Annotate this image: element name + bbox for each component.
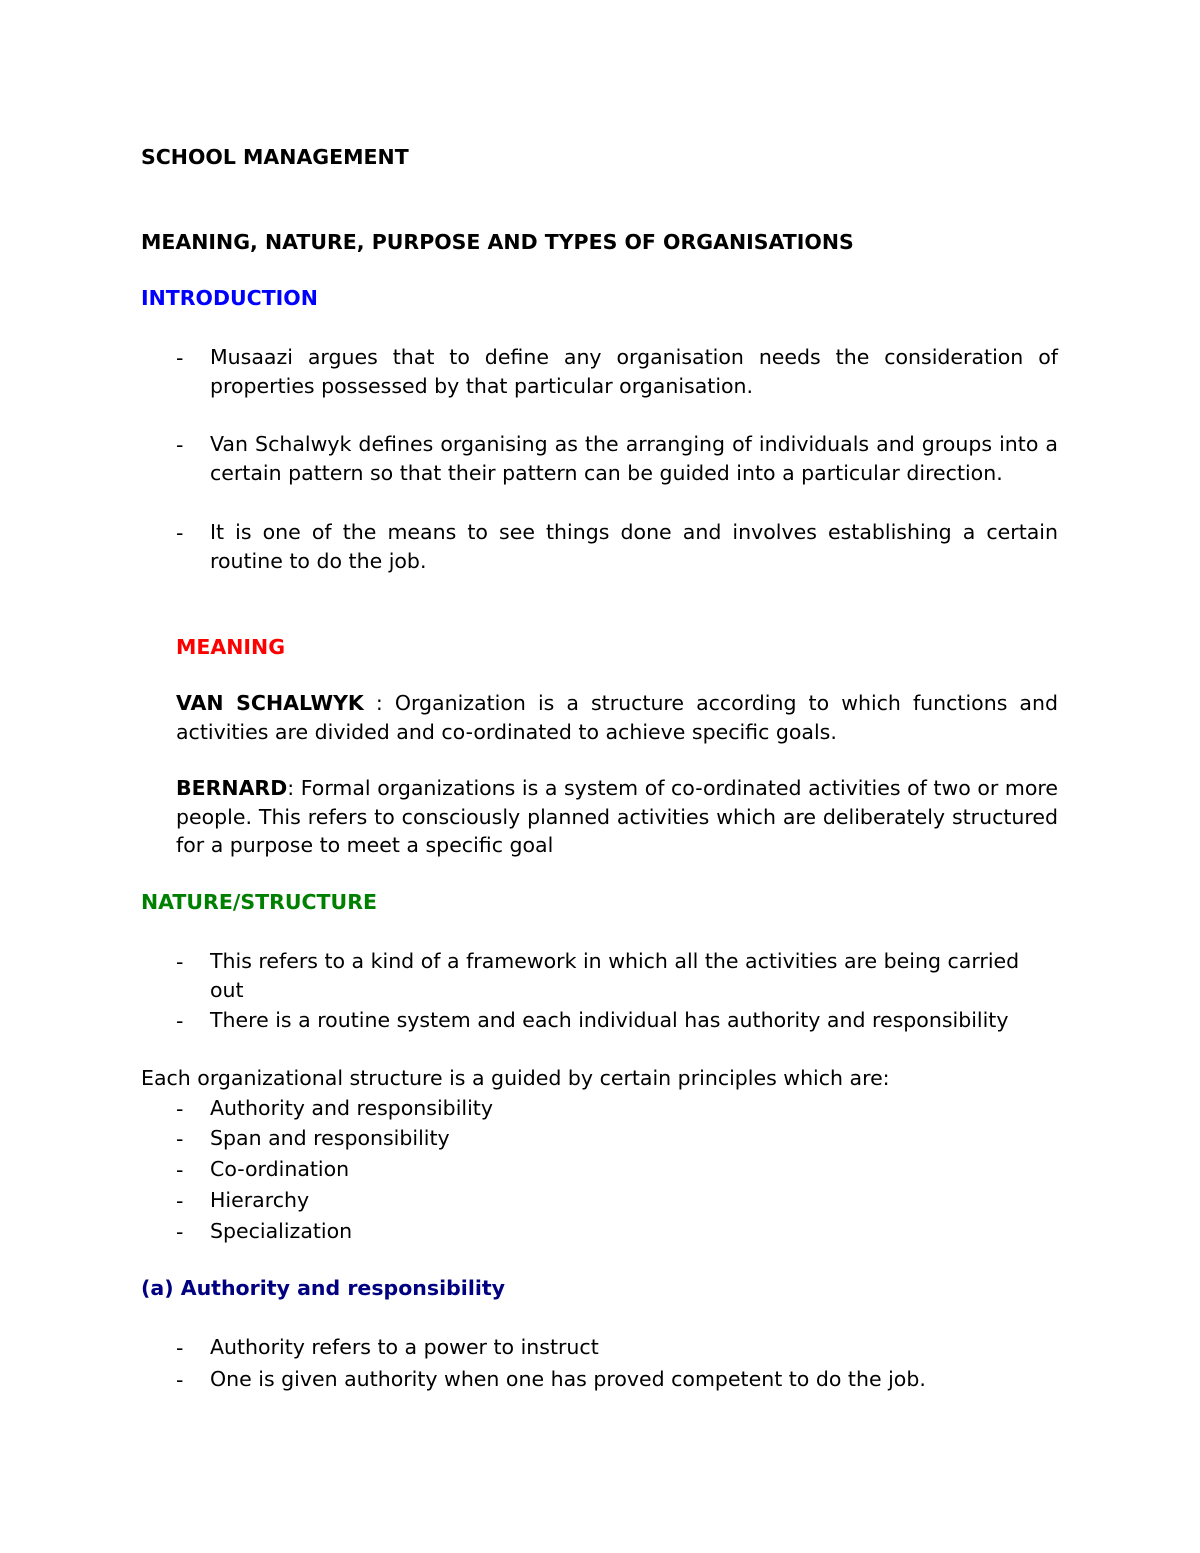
nature-item: This refers to a kind of a framework in which all the activities are being carried out: [210, 949, 1020, 1002]
bullet-dash: -: [176, 1097, 184, 1121]
definition-bernard: [176, 774, 1058, 860]
bullet-dash: -: [176, 346, 184, 370]
definition-text: Formal organizations is a system of co-ordinated activities of two or more people. This refers to consciously planned activities which are deliberately structured for a purpose to meet a specific goal: [176, 776, 1058, 857]
bullet-dash: -: [176, 521, 184, 545]
introduction-item: Van Schalwyk defines organising as the arranging of individuals and groups into a certain pattern so that their pattern can be guided into a particular direction.: [210, 432, 1058, 485]
principle-item: Authority and responsibility: [210, 1096, 493, 1120]
introduction-item: It is one of the means to see things done and involves establishing a certain routine to do the job.: [210, 520, 1058, 573]
bullet-dash: -: [176, 1189, 184, 1213]
authority-item: Authority refers to a power to instruct: [210, 1335, 599, 1359]
definition-separator: :: [287, 776, 301, 800]
principle-item: Specialization: [210, 1219, 353, 1243]
definition-term: BERNARD: [176, 776, 288, 800]
bullet-dash: -: [176, 1158, 184, 1182]
document-title: SCHOOL MANAGEMENT: [141, 145, 409, 169]
introduction-heading: INTRODUCTION: [141, 286, 318, 310]
nature-item: There is a routine system and each individual has authority and responsibility: [210, 1008, 1009, 1032]
introduction-item: Musaazi argues that to define any organisation needs the consideration of properties possessed by that particular organisation.: [210, 345, 1058, 398]
bullet-dash: -: [176, 1336, 184, 1360]
bullet-dash: -: [176, 1127, 184, 1151]
principle-item: Hierarchy: [210, 1188, 310, 1212]
document-subtitle: MEANING, NATURE, PURPOSE AND TYPES OF ORGANISATIONS: [141, 230, 854, 254]
principles-intro: Each organizational structure is a guided by certain principles which are:: [141, 1066, 890, 1090]
principle-item: Span and responsibility: [210, 1126, 450, 1150]
bullet-dash: -: [176, 433, 184, 457]
bullet-dash: -: [176, 1220, 184, 1244]
authority-heading: (a) Authority and responsibility: [141, 1276, 506, 1300]
bullet-dash: -: [176, 950, 184, 974]
bullet-dash: -: [176, 1368, 184, 1392]
definition-separator: :: [363, 691, 395, 715]
authority-item: One is given authority when one has proved competent to do the job.: [210, 1367, 926, 1391]
definition-van-schalwyk: [176, 689, 1058, 746]
principle-item: Co-ordination: [210, 1157, 350, 1181]
bullet-dash: -: [176, 1009, 184, 1033]
definition-text: Organization is a structure according to which functions and activities are divided and co-ordinated to achieve specific goals.: [176, 691, 1059, 744]
definition-term: VAN SCHALWYK: [176, 691, 364, 715]
nature-heading: NATURE/STRUCTURE: [141, 890, 377, 914]
meaning-heading: MEANING: [176, 635, 286, 659]
